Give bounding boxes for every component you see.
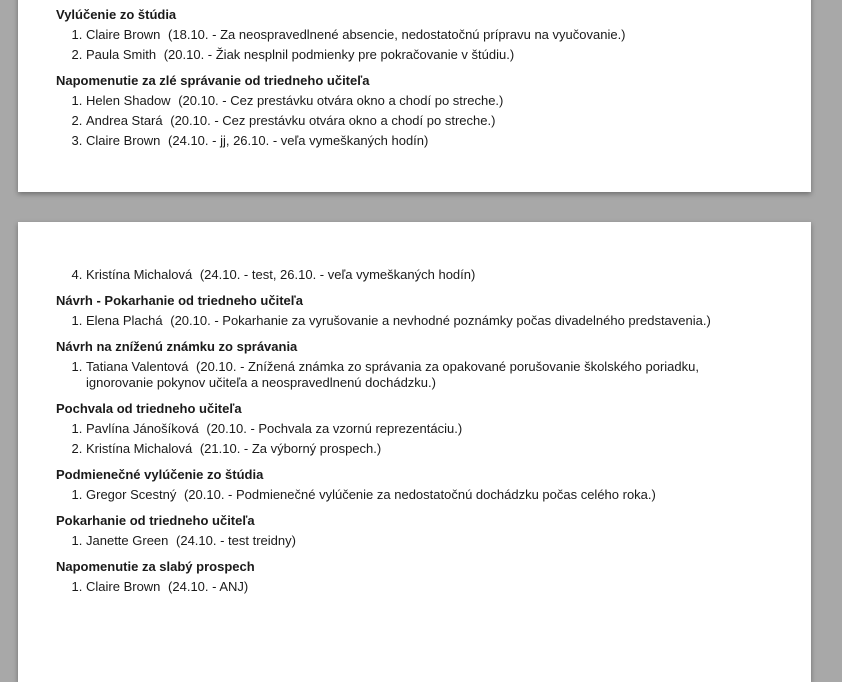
numbered-list: [56, 25, 751, 65]
numbered-list: [56, 419, 751, 459]
list-item: [86, 111, 751, 131]
numbered-list: [56, 531, 751, 551]
section-title: Návrh na zníženú známku zo správania: [56, 339, 298, 354]
record-note: (20.10. - Znížená známka zo správania za opakované porušovanie školského poriadku, ignorovanie pokynov učiteľa a neospravedlnenú dochádzku.): [86, 359, 699, 390]
list-item: [86, 439, 751, 459]
numbered-list: [56, 357, 751, 393]
record-note: (24.10. - ANJ): [168, 579, 249, 594]
record-note: (24.10. - jj, 26.10. - veľa vymeškaných hodín): [168, 133, 429, 148]
record-note: (20.10. - Pokarhanie za vyrušovanie a nevhodné poznámky počas divadelného predstavenia.): [170, 313, 711, 328]
student-name: Helen Shadow: [86, 93, 171, 108]
numbered-list: [56, 265, 751, 285]
list-item: [86, 45, 751, 65]
list-item: [86, 265, 751, 285]
page-2-content: [56, 265, 751, 597]
student-name: Kristína Michalová: [86, 267, 193, 282]
section-navrh-na-znizenu-znamku-zo-spravania: [56, 338, 751, 393]
section-pochvala-od-triedneho-ucitela: [56, 400, 751, 459]
student-name: Janette Green: [86, 533, 169, 548]
list-item: [86, 91, 751, 111]
student-name: Claire Brown: [86, 579, 161, 594]
section-navrh-pokarhanie-od-triedneho-ucitela: [56, 292, 751, 331]
list-item: [86, 577, 751, 597]
numbered-list: [56, 485, 751, 505]
record-note: (20.10. - Cez prestávku otvára okno a chodí po streche.): [170, 113, 496, 128]
student-name: Pavlína Jánošíková: [86, 421, 199, 436]
section-title: Vylúčenie zo štúdia: [56, 7, 177, 22]
numbered-list: [56, 311, 751, 331]
student-name: Andrea Stará: [86, 113, 163, 128]
section-title: Napomenutie za zlé správanie od triedneho učiteľa: [56, 73, 370, 88]
section-napomenutie-za-zle-spravanie-od-triedneho-ucitela: [56, 72, 751, 151]
student-name: Elena Plachá: [86, 313, 163, 328]
student-name: Claire Brown: [86, 27, 161, 42]
section-title: Návrh - Pokarhanie od triedneho učiteľa: [56, 293, 304, 308]
list-item: [86, 419, 751, 439]
list-item: [86, 311, 751, 331]
section-vylucenie-zo-studia: [56, 6, 751, 65]
continued-list: [56, 265, 751, 285]
list-item: [86, 531, 751, 551]
record-note: (20.10. - Pochvala za vzornú reprezentáciu.): [206, 421, 463, 436]
record-note: (20.10. - Žiak nesplnil podmienky pre pokračovanie v štúdiu.): [163, 47, 515, 62]
section-podmienecne-vylucenie-zo-studia: [56, 466, 751, 505]
numbered-list: [56, 91, 751, 151]
list-item: [86, 131, 751, 151]
record-note: (21.10. - Za výborný prospech.): [199, 441, 382, 456]
record-note: (24.10. - test treidny): [176, 533, 296, 548]
record-note: (24.10. - test, 26.10. - veľa vymeškaných hodín): [199, 267, 476, 282]
numbered-list: [56, 577, 751, 597]
page-1-content: [56, 6, 751, 151]
list-item: [86, 357, 751, 393]
record-note: (18.10. - Za neospravedlnené absencie, nedostatočnú prípravu na vyučovanie.): [168, 27, 626, 42]
student-name: Paula Smith: [86, 47, 157, 62]
student-name: Kristína Michalová: [86, 441, 193, 456]
list-item: [86, 25, 751, 45]
student-name: Claire Brown: [86, 133, 161, 148]
section-title: Pokarhanie od triedneho učiteľa: [56, 513, 255, 528]
document-page-2: [18, 222, 811, 682]
section-pokarhanie-od-triedneho-ucitela: [56, 512, 751, 551]
student-name: Tatiana Valentová: [86, 359, 189, 374]
section-title: Napomenutie za slabý prospech: [56, 559, 255, 574]
document-page-1: [18, 0, 811, 192]
section-title: Podmienečné vylúčenie zo štúdia: [56, 467, 264, 482]
section-napomenutie-za-slaby-prospech: [56, 558, 751, 597]
section-title: Pochvala od triedneho učiteľa: [56, 401, 242, 416]
list-item: [86, 485, 751, 505]
student-name: Gregor Scestný: [86, 487, 177, 502]
record-note: (20.10. - Cez prestávku otvára okno a chodí po streche.): [178, 93, 504, 108]
record-note: (20.10. - Podmienečné vylúčenie za nedostatočnú dochádzku počas celého roka.): [183, 487, 656, 502]
